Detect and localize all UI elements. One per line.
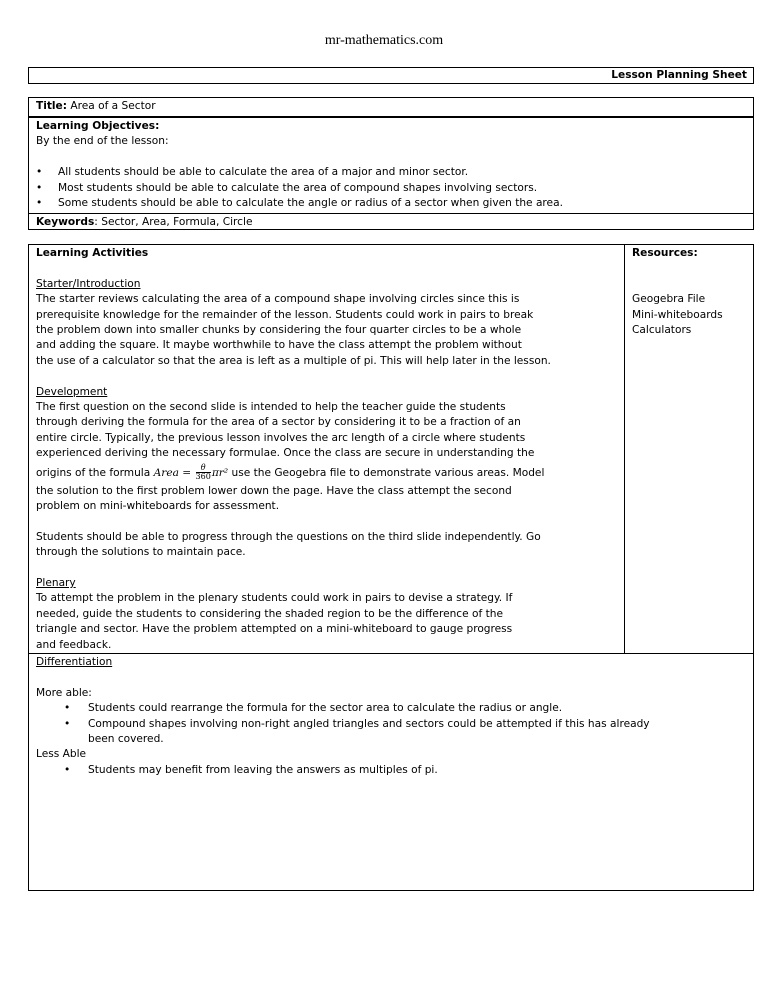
title-value: Area of a Sector (66, 100, 156, 112)
keywords-label: Keywords (36, 216, 95, 228)
plenary-line: and feedback. (36, 638, 112, 651)
objective-item: • All students should be able to calculate the area of a major and minor sector. (58, 165, 746, 180)
formula-prefix: origins of the formula (36, 466, 154, 479)
development-line: The first question on the second slide is intended to help the teacher guide the students (36, 401, 506, 414)
objectives-label: Learning Objectives: (36, 120, 160, 132)
starter-heading: Starter/Introduction (36, 277, 141, 290)
less-able-item: • Students may benefit from leaving the answers as multiples of pi. (88, 763, 746, 778)
title-label: Title: (36, 100, 67, 112)
starter-line: the problem down into smaller chunks by considering the four quarter circles to be a whole (36, 324, 522, 337)
formula-equals: = (178, 466, 195, 479)
development-line: problem on mini-whiteboards for assessment. (36, 500, 280, 513)
development-heading: Development (36, 385, 108, 398)
plenary-line: needed, guide the students to considering the shaded region to be the difference of the (36, 607, 503, 620)
formula-suffix: use the Geogebra file to demonstrate various areas. Model (228, 466, 545, 479)
resources-label: Resources: (632, 247, 698, 259)
objectives-intro: By the end of the lesson: (36, 135, 169, 148)
objective-item: • Some students should be able to calculate the angle or radius of a sector when given the area. (58, 196, 746, 211)
starter-line: prerequisite knowledge for the remainder of the lesson. Students could work in pairs to break (36, 308, 534, 321)
title-row (28, 97, 754, 117)
site-header: mr-mathematics.com (324, 33, 444, 48)
starter-line: the use of a calculator so that the area is left as a multiple of pi. This will help later in the lesson. (36, 354, 551, 367)
resource-item: Geogebra File (632, 293, 706, 306)
independent-line: Students should be able to progress through the questions on the third slide independently. Go (36, 530, 541, 543)
less-able-label: Less Able (36, 748, 87, 761)
more-able-label: More able: (36, 686, 92, 699)
development-line: entire circle. Typically, the previous lesson involves the arc length of a circle where students (36, 431, 526, 444)
formula-fraction (196, 464, 211, 481)
development-line: through deriving the formula for the area of a sector by considering it to be a fraction of an (36, 416, 521, 429)
plenary-line: To attempt the problem in the plenary students could work in pairs to devise a strategy. If (36, 592, 513, 605)
starter-line: and adding the square. It maybe worthwhile to have the class attempt the problem without (36, 339, 522, 352)
objectives-list (36, 165, 746, 211)
learning-activities-cell (28, 244, 625, 654)
objectives-row (28, 117, 754, 214)
resource-item: Calculators (632, 324, 692, 336)
objective-item: • Most students should be able to calculate the area of compound shapes involving sectors. (58, 181, 746, 196)
development-line: the solution to the first problem lower down the page. Have the class attempt the second (36, 484, 512, 497)
more-able-item (88, 717, 746, 748)
differentiation-cell (28, 653, 754, 891)
plenary-heading: Plenary (36, 577, 76, 590)
resource-item: Mini-whiteboards (632, 308, 723, 321)
sheet-header-label: Lesson Planning Sheet (611, 69, 747, 81)
formula-numerator: θ (196, 464, 211, 473)
more-able-item-cont: been covered. (88, 733, 164, 746)
more-able-item: • Students could rearrange the formula for the sector area to calculate the radius or angle. (88, 701, 746, 716)
formula-line (36, 462, 617, 484)
formula-rhs: πr² (211, 466, 229, 479)
keywords-row (28, 213, 754, 230)
differentiation-heading: Differentiation (36, 656, 113, 668)
development-line: experienced deriving the necessary formulae. Once the class are secure in understanding the (36, 447, 535, 460)
sheet-header-box (28, 67, 754, 84)
more-able-list (36, 701, 746, 747)
activities-label: Learning Activities (36, 247, 149, 259)
less-able-list (36, 763, 746, 778)
more-able-item-text: Compound shapes involving non-right angled triangles and sectors could be attempted if this has already (88, 717, 650, 730)
plenary-line: triangle and sector. Have the problem attempted on a mini-whiteboard to gauge progress (36, 623, 513, 636)
formula-lhs: Area (153, 466, 179, 479)
independent-line: through the solutions to maintain pace. (36, 546, 246, 559)
starter-line: The starter reviews calculating the area of a compound shape involving circles since this is (36, 293, 520, 306)
keywords-value: : Sector, Area, Formula, Circle (94, 216, 253, 228)
resources-cell (624, 244, 754, 654)
formula-denominator: 360 (195, 472, 211, 482)
